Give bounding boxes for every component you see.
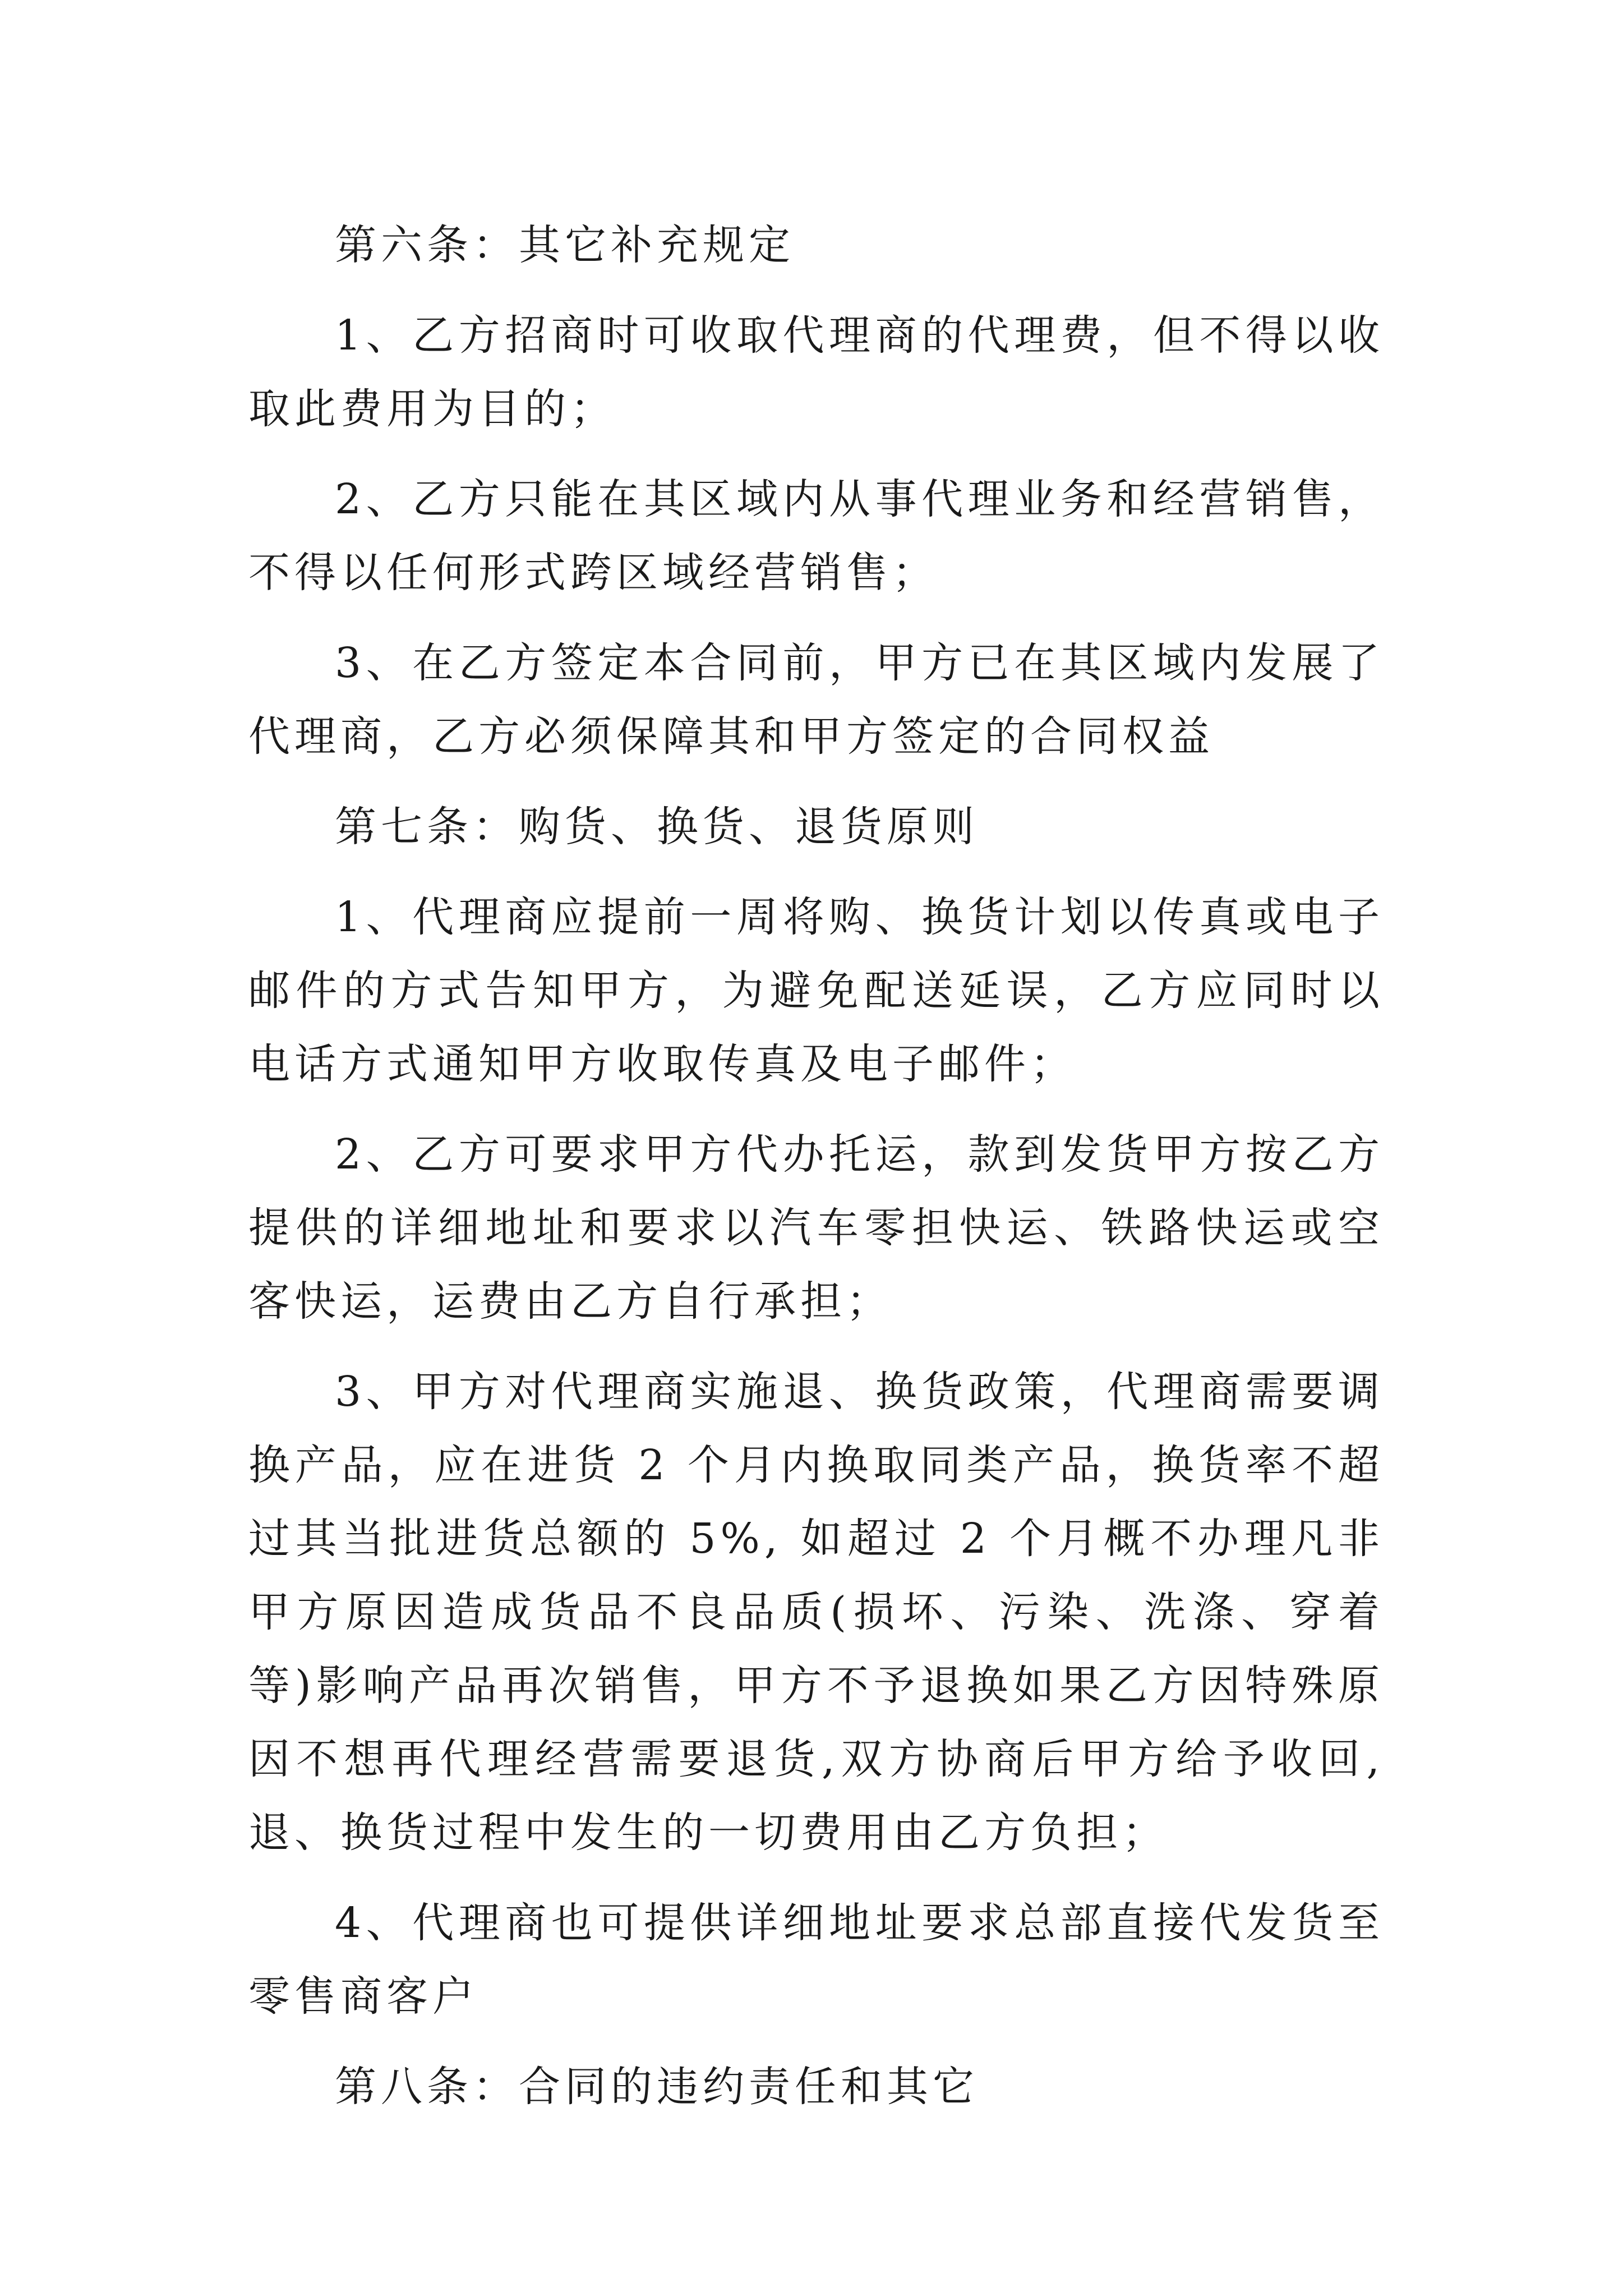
article-7-clause-1: 1、代理商应提前一周将购、换货计划以传真或电子邮件的方式告知甲方，为避免配送延误，乙方应同时以电话方式通知甲方收取传真及电子邮件； (248, 893, 1384, 1088)
article-6-clause-2: 2、乙方只能在其区域内从事代理业务和经营销售，不得以任何形式跨区域经营销售； (248, 475, 1384, 597)
article-7-clause-3: 3、甲方对代理商实施退、换货政策，代理商需要调换产品，应在进货 2 个月内换取同类产品，换货率不超过其当批进货总额的 5%, 如超过 2 个月概不办理凡非甲方原因造成货品不良品质(损坏、污染、洗涤、穿着等)影响产品再次销售，甲方不予退换如果乙方因特殊原因不想再代理经营需要退货,双方协商后甲方给予收回,退、换货过程中发生的一切费用由乙方负担； (248, 1368, 1384, 1857)
article-6-clause-3: 3、在乙方签定本合同前，甲方已在其区域内发展了代理商，乙方必须保障其和甲方签定的合同权益 (248, 639, 1384, 761)
article-8-heading: 第八条：合同的违约责任和其它 (335, 2063, 979, 2111)
document-body (248, 209, 1384, 2141)
article-7-clause-4: 4、代理商也可提供详细地址要求总部直接代发货至零售商客户 (248, 1899, 1384, 2021)
article-6-heading: 第六条：其它补充规定 (335, 221, 795, 269)
article-6-clause-1: 1、乙方招商时可收取代理商的代理费，但不得以收取此费用为目的； (248, 311, 1384, 433)
article-7-clause-2: 2、乙方可要求甲方代办托运，款到发货甲方按乙方提供的详细地址和要求以汽车零担快运、铁路快运或空客快运，运费由乙方自行承担； (248, 1130, 1384, 1326)
article-7-heading: 第七条：购货、换货、退货原则 (335, 803, 979, 851)
